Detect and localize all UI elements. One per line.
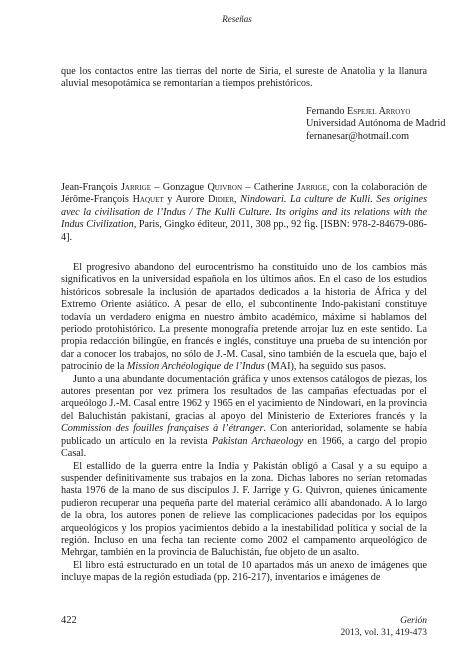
review-body	[61, 262, 427, 585]
author-1-first: Jean-François	[61, 182, 118, 193]
journal-name: Gerión	[400, 616, 427, 626]
book-citation: Jean-François Jarrige – Gonzague Quivron – Catherine Jarrige, con la colaboración de Jérôme-François Haquet y Aurore Didier, Nindowari. La culture de Kulli. Ses origines avec la civilisation de l’Indus / The Kulli Culture. Its origins and its relations with the Indus Civilization, Paris, Gingko éditeur, 2011, 308 pp., 92 fig. [ISBN: 978-2-84679-086-4].	[61, 182, 428, 243]
journal-title: Pakistan Archaeology	[211, 435, 304, 447]
journal-reference: 2013, vol. 31, 419-473	[340, 627, 427, 638]
body-paragraph-3: El estallido de la guerra entre la India y Pakistán obligó a Casal y a su equipo a suspender definitivamente sus trabajos en la zona. Dichas labores no serían retomadas hasta 1976 de la mano de sus discípulos J. F. Jarrige y G. Quivron, quienes únicamente pudieron recuperar una pequeña parte del material cerámico allí abandonado. A lo largo de la obra, los autores ponen de relieve las complicaciones padecidas por los equipos arqueológicos y los propios yacimientos debido a la inestabilidad política y social de la región. Incluso en una fecha tan reciente como 2002 el campamento arqueológico de Mehrgar, también en la provincia de Baluchistán, fue objeto de un asalto.	[61, 460, 427, 559]
collaborator-1-last: Haquet	[132, 194, 164, 206]
author-2-last: Quivron	[207, 182, 243, 193]
commission-name: Commission des fouilles françaises à l’étranger	[61, 423, 264, 435]
body-paragraph-4: El libro está estructurado en un total de 10 apartados más un anexo de imágenes que incluye mapas de la región estudiada (pp. 216-217), inventarios e imágenes de	[61, 559, 427, 584]
review-signature	[306, 106, 446, 143]
collaborator-2-first: y Aurore	[167, 194, 205, 206]
body-paragraph-1: El progresivo abandono del eurocentrismo ha constituido uno de los cambios más significativos en la universidad española en los últimos años. En el caso de los estudios históricos sobresale la inclusión de apartados dedicados a la historia de África y del Extremo Oriente asiático. A pesar de ello, el subcontinente Indo-pakistaní constituye todavía un verdadero enigma en nuestro ámbito académico, máxime si hablamos del periodo protohistórico. La presente monografía pretende arrojar luz en este sentido. La propia redacción bilingüe, en francés e inglés, constituye una prueba de su intención por dar a conocer los trabajos, no sólo de J.-M. Casal, sino también de la escuela que, bajo el patrocinio de la Mission Archéologique de l’Indus (MAI), ha seguido sus pasos.	[61, 262, 427, 373]
author-3-first: Catherine	[253, 182, 294, 193]
book-imprint: , Paris, Gingko éditeur, 2011, 308 pp., 92 fig. [ISBN: 978-2-84679-086-4].	[61, 219, 428, 243]
reviewer-institution: Universidad Autónoma de Madrid	[306, 118, 446, 130]
intro-paragraph-block	[61, 66, 427, 91]
collaborator-2-last: Didier	[208, 194, 235, 206]
mission-name: Mission Archéologique de l’Indus	[126, 361, 265, 373]
reviewer-email[interactable]: fernanesar@hotmail.com	[306, 130, 410, 142]
reviewer-surname: Espejel Arroyo	[347, 106, 411, 117]
collaboration-text: , con la colaboración de Jérôme-François	[61, 182, 428, 206]
author-2-first: Gonzague	[162, 182, 205, 193]
book-title: Nindowari. La culture de Kulli. Ses origines avec la civilisation de l’Indus / The Kulli Culture. Its origins and its relations with the Indus Civilization	[61, 194, 428, 231]
running-title: Reseñas	[222, 14, 252, 24]
reviewer-name: Fernando Espejel Arroyo	[306, 106, 411, 117]
author-1-last: Jarrige	[120, 182, 151, 193]
author-3-last: Jarrige	[296, 182, 327, 193]
journal-footer	[340, 616, 427, 639]
page-number: 422	[61, 615, 77, 626]
body-paragraph-2: Junto a una abundante documentación gráfica y unos extensos catálogos de piezas, los autores presentan por vez primera los resultados de las campañas efectuadas por el arqueólogo J.-M. Casal entre 1962 y 1965 en el yacimiento de Nindowari, en la provincia del Baluchistán pakistaní, gracias al apoyo del Ministerio de Exteriores francés y la Commission des fouilles françaises à l’étranger. Con anterioridad, solamente se había publicado un artículo en la revista Pakistan Archaeology en 1966, a cargo del propio Casal.	[61, 373, 428, 460]
intro-paragraph: que los contactos entre las tierras del norte de Siria, el sureste de Anatolia y la llanura aluvial mesopotámica se remontarían a tiempos prehistóricos.	[61, 66, 427, 90]
